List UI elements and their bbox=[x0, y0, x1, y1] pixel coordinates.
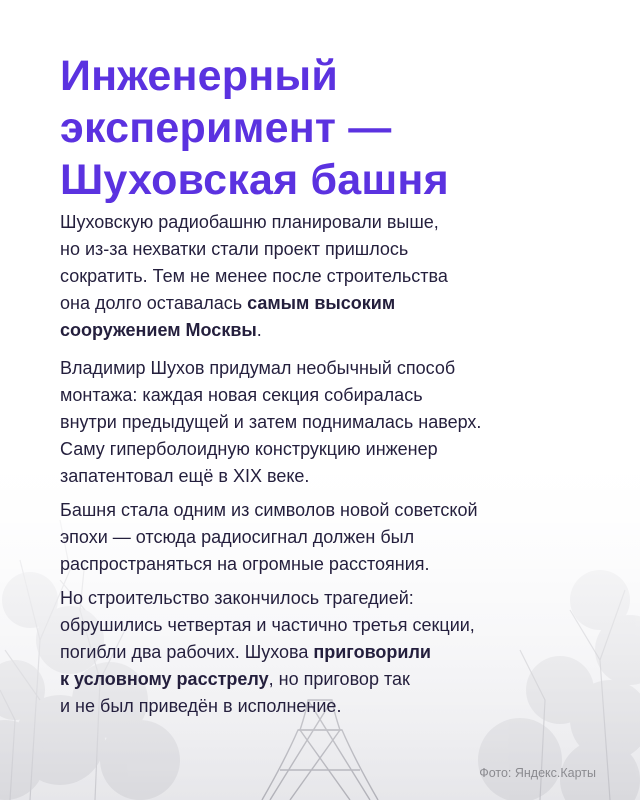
text-fragment: . bbox=[256, 320, 262, 340]
paragraph-soviet-symbol bbox=[60, 497, 600, 578]
text-line: Владимир Шухов придумал необычный способ bbox=[60, 358, 456, 378]
text-line: внутри предыдущей и затем поднималась наверх. bbox=[60, 412, 482, 432]
text-line: Шуховскую радиобашню планировали выше, bbox=[60, 212, 439, 232]
text-line: Саму гиперболоидную конструкцию инженер bbox=[60, 439, 438, 459]
bold-highlight: к условному расстрелу bbox=[60, 669, 269, 689]
title-line: Шуховская башня bbox=[60, 156, 449, 204]
bold-highlight: сооружением Москвы bbox=[60, 320, 257, 340]
title-line: Инженерный bbox=[60, 52, 338, 100]
paragraph-steel-shortage bbox=[60, 209, 600, 344]
text-line: эпохи — отсюда радиосигнал должен был bbox=[60, 527, 415, 547]
page-title bbox=[60, 50, 600, 206]
text-line: монтажа: каждая новая секция собиралась bbox=[60, 385, 423, 405]
text-line bbox=[60, 317, 600, 344]
text-fragment: она долго оставалась bbox=[60, 293, 248, 313]
bold-highlight: приговорили bbox=[313, 642, 431, 662]
bold-highlight: самым высоким bbox=[247, 293, 396, 313]
text-line: Башня стала одним из символов новой советской bbox=[60, 500, 478, 520]
text-line: но из-за нехватки стали проект пришлось bbox=[60, 239, 409, 259]
text-line: сократить. Тем не менее после строительства bbox=[60, 266, 448, 286]
text-line: и не был приведён в исполнение. bbox=[60, 696, 342, 716]
text-line: запатентовал ещё в XIX веке. bbox=[60, 466, 310, 486]
text-line bbox=[60, 666, 600, 693]
text-line: распространяться на огромные расстояния. bbox=[60, 554, 430, 574]
text-fragment: погибли два рабочих. Шухова bbox=[60, 642, 314, 662]
text-line bbox=[60, 639, 600, 666]
photo-credit: Фото: Яндекс.Карты bbox=[479, 766, 596, 780]
text-line bbox=[60, 290, 600, 317]
text-fragment: , но приговор так bbox=[268, 669, 410, 689]
paragraph-assembly-method bbox=[60, 355, 600, 490]
paragraph-tragedy bbox=[60, 585, 600, 720]
text-line: Но строительство закончилось трагедией: bbox=[60, 588, 414, 608]
text-line: обрушились четвертая и частично третья секции, bbox=[60, 615, 475, 635]
title-line: эксперимент — bbox=[60, 104, 392, 152]
